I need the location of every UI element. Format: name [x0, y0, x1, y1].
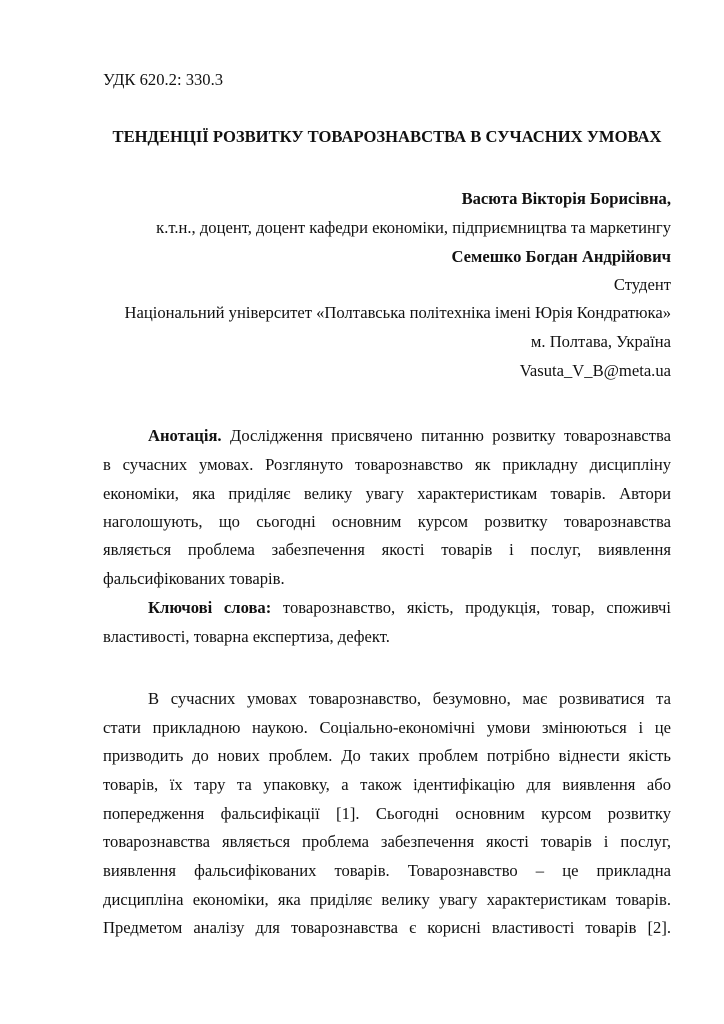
keywords-line: властивості, товарна експертиза, дефект. [103, 627, 390, 646]
author-position: к.т.н., доцент, доцент кафедри економіки, підприємництва та маркетингу [156, 218, 671, 237]
body-line: дисципліна економіки, яка приділяє велику увагу характеристикам товарів. [103, 890, 671, 909]
abstract-line [103, 426, 671, 446]
abstract-line: в сучасних умовах. Розглянуто товарознавство як прикладну дисципліну [103, 455, 671, 474]
abstract-label: Анотація. [148, 426, 222, 445]
abstract-line: являється проблема забезпечення якості товарів і послуг, виявлення [103, 540, 671, 559]
author-name: Семешко Богдан Андрійович [451, 247, 671, 266]
author-position: Студент [613, 275, 671, 294]
body-line: стати прикладною наукою. Соціально-економічні умови змінюються і це [103, 718, 671, 737]
abstract-line: наголошують, що сьогодні основним курсом розвитку товарознавства [103, 512, 671, 531]
body-line: Предметом аналізу для товарознавства є корисні властивості товарів [2]. [103, 918, 671, 937]
university: Національний університет «Полтавська політехніка імені Юрія Кондратюка» [124, 303, 671, 322]
body-line: попередження фальсифікації [1]. Сьогодні основним курсом розвитку [103, 804, 671, 823]
keywords-line [103, 598, 671, 618]
city: м. Полтава, Україна [530, 332, 671, 351]
udk-code: УДК 620.2: 330.3 [103, 70, 224, 89]
email: Vasuta_V_B@meta.ua [519, 361, 671, 380]
body-line: виявлення фальсифікованих товарів. Товарознавство – це прикладна [103, 861, 671, 880]
body-line: товарознавства являється проблема забезпечення якості товарів і послуг, [103, 832, 671, 851]
abstract-line: фальсифікованих товарів. [103, 569, 285, 588]
author-name: Васюта Вікторія Борисівна, [461, 189, 671, 208]
body-line: призводить до нових проблем. До таких проблем потрібно віднести якість [103, 746, 671, 765]
abstract-text: Дослідження присвячено питанню розвитку товарознавства [230, 426, 671, 445]
body-line: В сучасних умовах товарознавство, безумовно, має розвиватися та [148, 689, 671, 708]
keywords-text: товарознавство, якість, продукція, товар, споживчі [282, 598, 671, 617]
keywords-label: Ключові слова: [148, 598, 272, 617]
abstract-line: економіки, яка приділяє велику увагу характеристикам товарів. Автори [103, 484, 671, 503]
paper-title: ТЕНДЕНЦІЇ РОЗВИТКУ ТОВАРОЗНАВСТВА В СУЧАСНИХ УМОВАХ [112, 127, 662, 146]
body-line: товарів, їх тару та упаковку, а також ідентифікацію для виявлення або [103, 775, 671, 794]
